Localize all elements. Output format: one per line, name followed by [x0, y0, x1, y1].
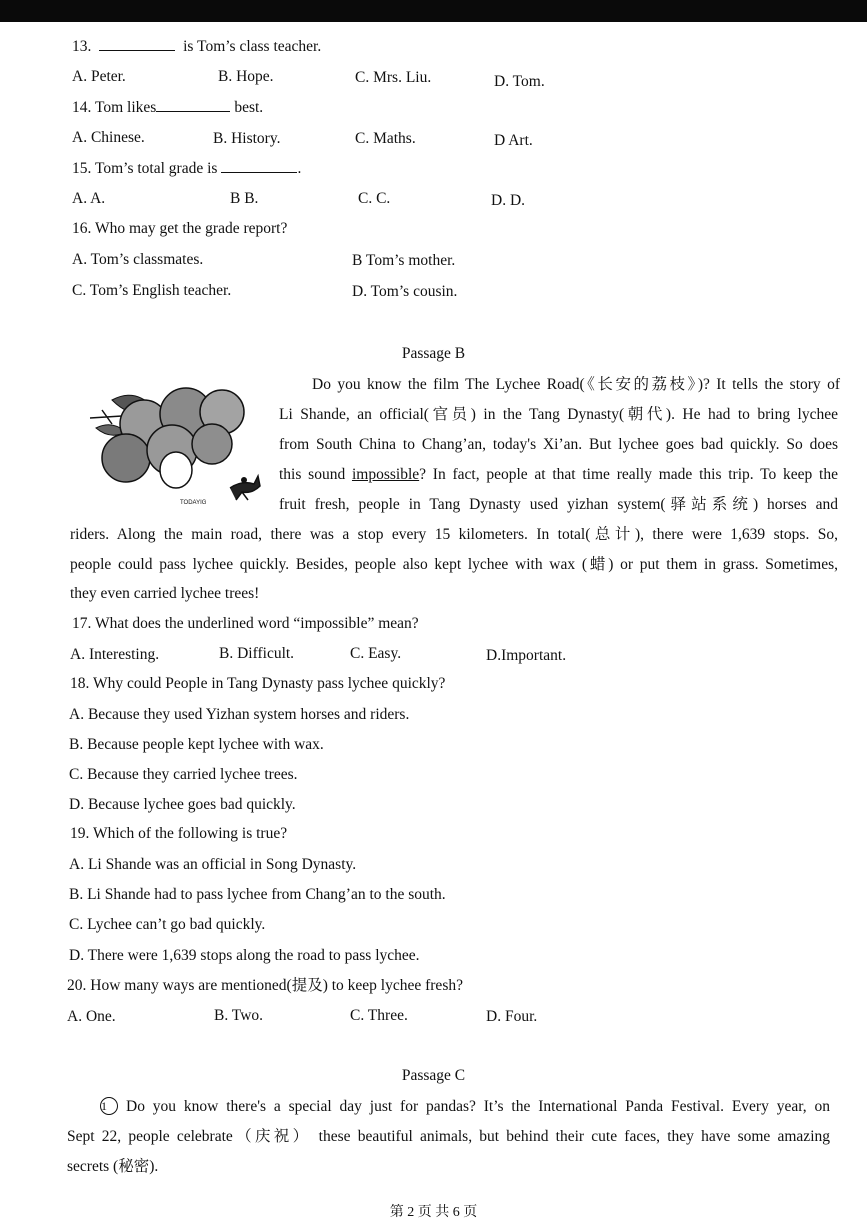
option-c: C. Three. — [350, 1007, 408, 1024]
text-segment: ? In fact, people at that time really made this trip. To keep the — [419, 466, 838, 483]
passage-b-line-3: from South China to Chang’an, today's Xi’an. But lychee goes bad quickly. So does — [279, 436, 838, 453]
question-13 — [72, 36, 321, 57]
passage-c-line-2: Sept 22, people celebrate（庆祝） these beautiful animals, but behind their cute faces, they have some amazing — [67, 1128, 830, 1145]
option-a: A. Li Shande was an official in Song Dynasty. — [69, 856, 357, 873]
option-b: B. Two. — [214, 1007, 264, 1024]
question-text: 15. Tom’s total grade is — [72, 160, 218, 177]
question-text: 14. Tom likes — [72, 99, 157, 116]
text-segment: this sound — [279, 466, 352, 483]
question-14 — [72, 97, 263, 118]
underlined-word: impossible — [351, 466, 420, 483]
option-d: D. Because lychee goes bad quickly. — [69, 796, 296, 813]
option-c: C. Easy. — [350, 645, 402, 662]
question-19: 19. Which of the following is true? — [70, 825, 288, 842]
question-text-tail: . — [297, 160, 302, 177]
option-c: C. Tom’s English teacher. — [72, 282, 232, 299]
passage-b-line-8: they even carried lychee trees! — [70, 585, 260, 602]
option-b: B. Hope. — [218, 68, 274, 85]
passage-b-line-7: people could pass lychee quickly. Besides, people also kept lychee with wax (蜡) or put them in grass. Sometimes, — [70, 556, 838, 573]
option-d: D Art. — [494, 132, 533, 149]
page-footer: 第 2 页 共 6 页 — [389, 1205, 478, 1220]
option-c: C. C. — [358, 190, 391, 207]
option-b: B. Difficult. — [219, 645, 295, 662]
option-a: A. A. — [72, 190, 106, 207]
question-16: 16. Who may get the grade report? — [72, 220, 288, 237]
option-a: A. Interesting. — [70, 646, 160, 663]
passage-c-line-1 — [100, 1097, 830, 1117]
option-a: A. One. — [67, 1008, 116, 1025]
passage-b-line-4 — [279, 465, 838, 485]
option-b: B Tom’s mother. — [352, 252, 456, 269]
passage-b-line-5: fruit fresh, people in Tang Dynasty used yizhan system(驿站系统) horses and — [279, 496, 838, 513]
question-text: is Tom’s class teacher. — [183, 38, 322, 55]
passage-b-line-2: Li Shande, an official(官员) in the Tang Dynasty(朝代). He had to bring lychee — [279, 406, 838, 423]
question-text-tail: best. — [234, 99, 264, 116]
passage-b-line-1: Do you know the film The Lychee Road(《长安的荔枝》)? It tells the story of — [312, 376, 840, 393]
question-17: 17. What does the underlined word “impossible” mean? — [72, 615, 419, 632]
option-d: D. Tom. — [494, 73, 545, 90]
option-c: C. Lychee can’t go bad quickly. — [69, 916, 266, 933]
lychee-illustration — [82, 380, 272, 512]
answer-blank — [221, 158, 297, 173]
option-a: A. Because they used Yizhan system horses and riders. — [69, 706, 410, 723]
option-b: B. Because people kept lychee with wax. — [69, 736, 324, 753]
illustration-caption: TODAYIG — [180, 500, 207, 506]
option-b: B. History. — [213, 130, 281, 147]
option-c: C. Maths. — [355, 130, 416, 147]
option-a: A. Chinese. — [72, 129, 145, 146]
option-d: D. D. — [491, 192, 526, 209]
option-b: B. Li Shande had to pass lychee from Chang’an to the south. — [69, 886, 446, 903]
passage-b-title: Passage B — [401, 345, 466, 362]
option-a: A. Tom’s classmates. — [72, 251, 204, 268]
option-d: D. Four. — [486, 1008, 538, 1025]
paragraph-number-marker: 1 — [100, 1097, 118, 1115]
option-d: D.Important. — [486, 647, 567, 664]
option-b: B B. — [230, 190, 259, 207]
option-a: A. Peter. — [72, 68, 126, 85]
question-20: 20. How many ways are mentioned(提及) to keep lychee fresh? — [67, 977, 463, 994]
top-border — [0, 0, 867, 22]
passage-c-line-3: secrets (秘密). — [67, 1158, 159, 1175]
answer-blank — [156, 97, 230, 112]
option-d: D. Tom’s cousin. — [352, 283, 458, 300]
question-number: 13. — [72, 38, 92, 55]
option-d: D. There were 1,639 stops along the road to pass lychee. — [69, 947, 420, 964]
question-15 — [72, 158, 301, 179]
option-c: C. Mrs. Liu. — [355, 69, 432, 86]
option-c: C. Because they carried lychee trees. — [69, 766, 298, 783]
answer-blank — [99, 36, 175, 51]
passage-b-line-6: riders. Along the main road, there was a stop every 15 kilometers. In total(总计), there were 1,639 stops. So, — [70, 526, 838, 543]
question-18: 18. Why could People in Tang Dynasty pass lychee quickly? — [70, 675, 446, 692]
passage-c-title: Passage C — [401, 1067, 466, 1084]
text-segment: Do you know there's a special day just for pandas? It’s the International Panda Festival. Every year, on — [126, 1098, 830, 1115]
